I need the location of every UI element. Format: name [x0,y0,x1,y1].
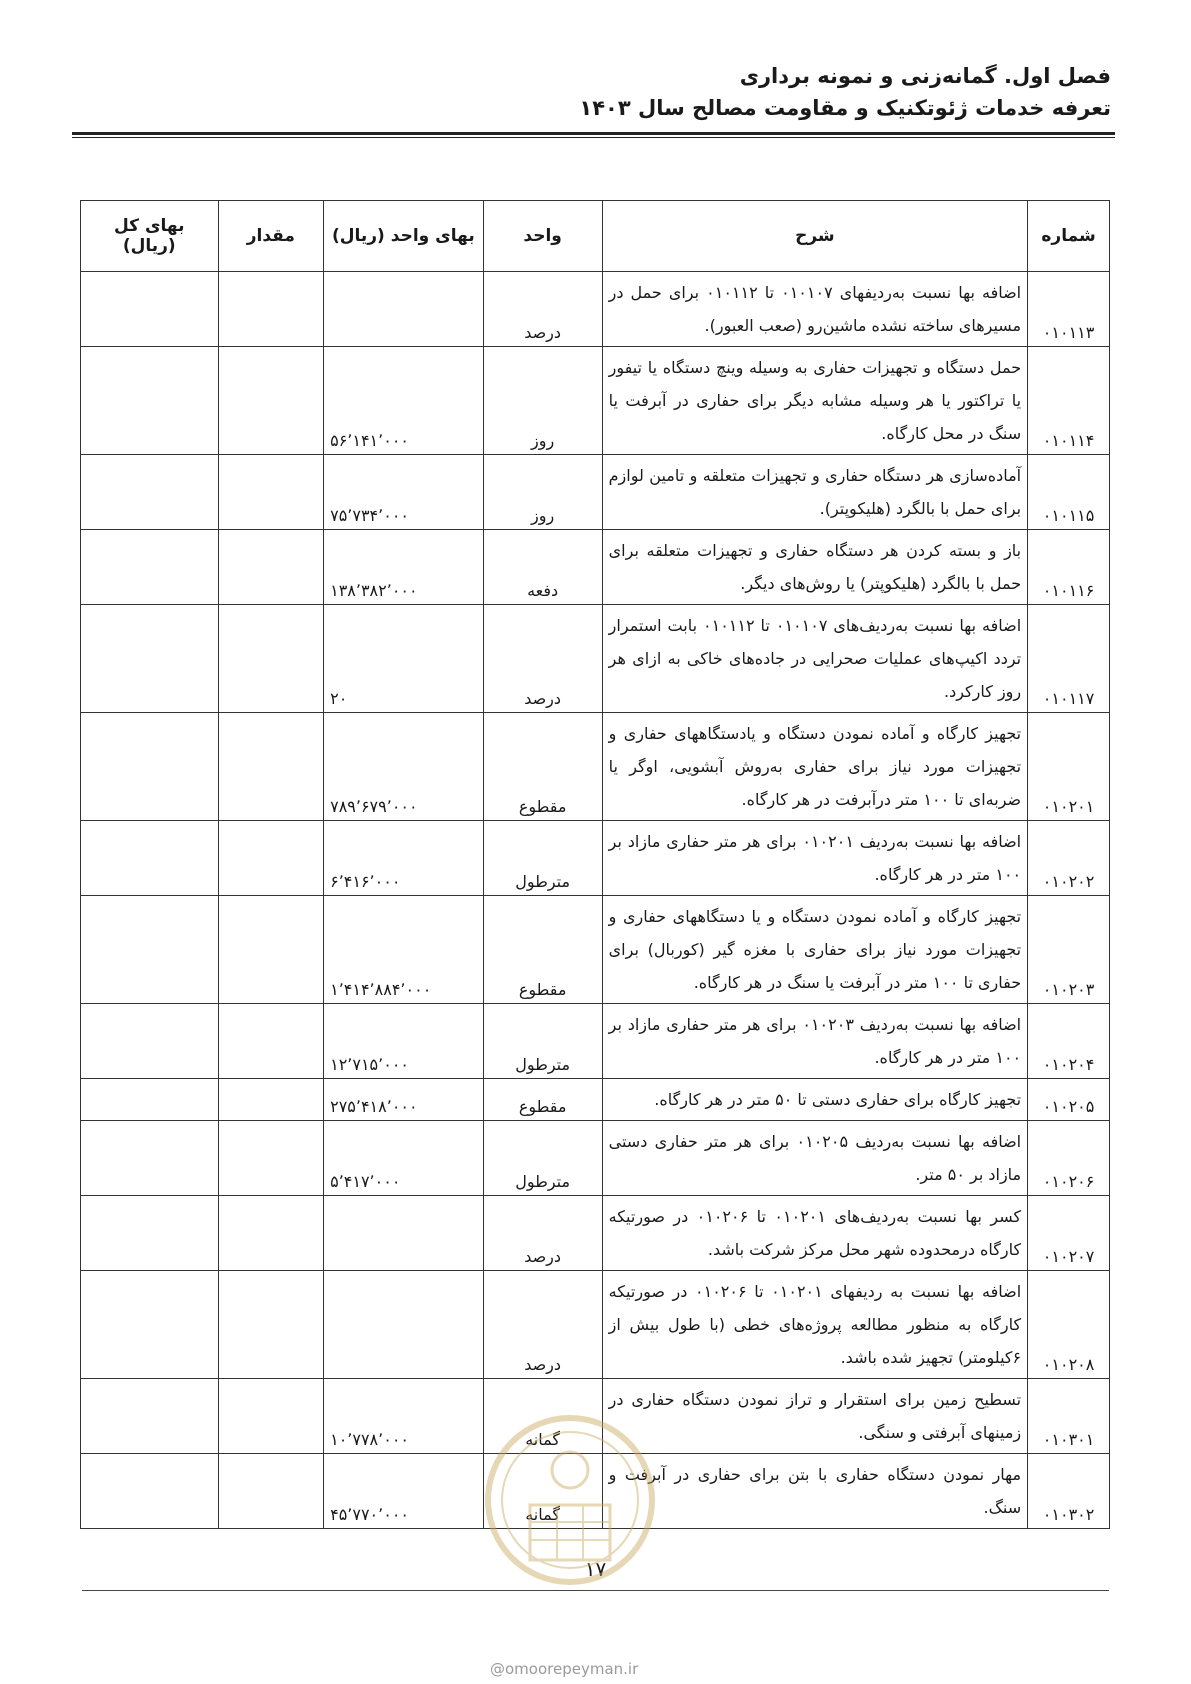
col-header-unit: واحد [483,201,602,272]
row-description: تجهیز کارگاه برای حفاری دستی تا ۵۰ متر در هر کارگاه. [602,1079,1027,1121]
row-quantity [218,713,324,821]
row-code: ۰۱۰۲۰۵ [1028,1079,1110,1121]
row-quantity [218,530,324,605]
row-unit-price: ۷۸۹٬۶۷۹٬۰۰۰ [324,713,484,821]
header-rule-thick [72,132,1115,135]
table-row [81,530,1110,605]
row-quantity [218,1271,324,1379]
watermark-text: @omoorepeyman.ir [490,1660,639,1678]
table-row [81,272,1110,347]
row-total [81,713,219,821]
row-quantity [218,1079,324,1121]
row-unit: درصد [483,1196,602,1271]
row-total [81,455,219,530]
row-code: ۰۱۰۲۰۸ [1028,1271,1110,1379]
table-row [81,1121,1110,1196]
row-code: ۰۱۰۳۰۲ [1028,1454,1110,1529]
col-header-qty: مقدار [218,201,324,272]
row-total [81,1196,219,1271]
page-header [72,60,1111,124]
row-unit-price: ۵۶٬۱۴۱٬۰۰۰ [324,347,484,455]
table-row [81,347,1110,455]
chapter-title: فصل اول. گمانه‌زنی و نمونه برداری [739,64,1111,88]
row-quantity [218,896,324,1004]
row-description: تجهیز کارگاه و آماده نمودن دستگاه و یادستگاههای حفاری و تجهیزات مورد نیاز برای حفاری به‌روش آبشویی، اوگر یا ضربه‌ای تا ۱۰۰ متر درآبرفت در هر کارگاه. [602,713,1027,821]
row-description: اضافه بها نسبت به‌ردیفهای ۰۱۰۱۰۷ تا ۰۱۰۱۱۲ برای حمل در مسیرهای ساخته نشده ماشین‌رو (صعب العبور). [602,272,1027,347]
table-row [81,713,1110,821]
row-unit-price: ۴۵٬۷۷۰٬۰۰۰ [324,1454,484,1529]
row-total [81,1004,219,1079]
row-unit-price [324,1196,484,1271]
row-quantity [218,605,324,713]
table-row [81,1196,1110,1271]
table-row [81,1004,1110,1079]
row-unit-price: ۱۲٬۷۱۵٬۰۰۰ [324,1004,484,1079]
row-unit: روز [483,347,602,455]
row-description: مهار نمودن دستگاه حفاری با بتن برای حفاری در آبرفت و سنگ. [602,1454,1027,1529]
row-unit-price: ۱۰٬۷۷۸٬۰۰۰ [324,1379,484,1454]
row-quantity [218,1454,324,1529]
footer-rule [82,1590,1109,1591]
row-code: ۰۱۰۲۰۴ [1028,1004,1110,1079]
row-code: ۰۱۰۱۱۷ [1028,605,1110,713]
row-unit: درصد [483,605,602,713]
row-description: تسطیح زمین برای استقرار و تراز نمودن دستگاه حفاری در زمینهای آبرفتی و سنگی. [602,1379,1027,1454]
table-row [81,1079,1110,1121]
row-description: اضافه بها نسبت به‌ردیف‌های ۰۱۰۱۰۷ تا ۰۱۰۱۱۲ بابت استمرار تردد اکیپ‌های عملیات صحرایی در جاده‌های خاکی به ازای هر روز کارکرد. [602,605,1027,713]
row-description: اضافه بها نسبت به ردیفهای ۰۱۰۲۰۱ تا ۰۱۰۲۰۶ در صورتیکه کارگاه به منظور مطالعه پروژه‌های خطی (با طول بیش از ۶کیلومتر) تجهیز شده باشد. [602,1271,1027,1379]
row-description: اضافه بها نسبت به‌ردیف ۰۱۰۲۰۳ برای هر متر حفاری مازاد بر ۱۰۰ متر در هر کارگاه. [602,1004,1027,1079]
row-code: ۰۱۰۲۰۲ [1028,821,1110,896]
row-code: ۰۱۰۱۱۵ [1028,455,1110,530]
row-code: ۰۱۰۲۰۶ [1028,1121,1110,1196]
row-total [81,1271,219,1379]
table-header-row [81,201,1110,272]
row-unit: مقطوع [483,896,602,1004]
col-header-total: بهای کل (ریال) [81,201,219,272]
table-row [81,455,1110,530]
row-total [81,1379,219,1454]
row-unit-price [324,1271,484,1379]
col-header-desc: شرح [602,201,1027,272]
row-quantity [218,1121,324,1196]
row-unit: روز [483,455,602,530]
row-unit: مترطول [483,821,602,896]
table-row [81,896,1110,1004]
document-title: تعرفه خدمات ژئوتکنیک و مقاومت مصالح سال ۱۴۰۳ [579,96,1111,120]
row-unit-price: ۱٬۴۱۴٬۸۸۴٬۰۰۰ [324,896,484,1004]
row-unit: مترطول [483,1004,602,1079]
col-header-code: شماره [1028,201,1110,272]
row-total [81,896,219,1004]
table-row [81,605,1110,713]
row-quantity [218,1196,324,1271]
row-quantity [218,272,324,347]
table-row [81,1271,1110,1379]
row-unit: دفعه [483,530,602,605]
row-code: ۰۱۰۱۱۶ [1028,530,1110,605]
row-unit: مترطول [483,1121,602,1196]
row-total [81,1121,219,1196]
row-unit-price: ۲۰ [324,605,484,713]
row-description: باز و بسته کردن هر دستگاه حفاری و تجهیزات متعلقه برای حمل با بالگرد (هلیکوپتر) یا روش‌های دیگر. [602,530,1027,605]
row-code: ۰۱۰۲۰۱ [1028,713,1110,821]
row-quantity [218,1004,324,1079]
row-code: ۰۱۰۳۰۱ [1028,1379,1110,1454]
row-total [81,272,219,347]
row-unit-price [324,272,484,347]
row-unit-price: ۲۷۵٬۴۱۸٬۰۰۰ [324,1079,484,1121]
page-number: ۱۷ [584,1557,607,1581]
row-unit: گمانه [483,1379,602,1454]
row-total [81,530,219,605]
row-total [81,605,219,713]
seal-watermark-icon [480,1410,660,1590]
row-unit: مقطوع [483,1079,602,1121]
col-header-unit-price: بهای واحد (ریال) [324,201,484,272]
row-unit-price: ۶٬۴۱۶٬۰۰۰ [324,821,484,896]
row-description: آماده‌سازی هر دستگاه حفاری و تجهیزات متعلقه و تامین لوازم برای حمل با بالگرد (هلیکوپتر). [602,455,1027,530]
table-row [81,821,1110,896]
row-description: تجهیز کارگاه و آماده نمودن دستگاه و یا دستگاههای حفاری و تجهیزات مورد نیاز برای حفاری با مغزه گیر (کوربال) برای حفاری تا ۱۰۰ متر در آبرفت یا سنگ در هر کارگاه. [602,896,1027,1004]
tariff-table [80,200,1110,1529]
row-unit: درصد [483,1271,602,1379]
row-total [81,347,219,455]
row-description: حمل دستگاه و تجهیزات حفاری به وسیله وینچ دستگاه یا تیفور یا تراکتور یا هر وسیله مشابه دیگر برای حفاری در آبرفت یا سنگ در محل کارگاه. [602,347,1027,455]
row-quantity [218,347,324,455]
header-rule-thin [72,137,1115,138]
row-unit-price: ۵٬۴۱۷٬۰۰۰ [324,1121,484,1196]
row-total [81,821,219,896]
row-quantity [218,455,324,530]
row-unit-price: ۷۵٬۷۳۴٬۰۰۰ [324,455,484,530]
row-code: ۰۱۰۲۰۷ [1028,1196,1110,1271]
row-description: کسر بها نسبت به‌ردیف‌های ۰۱۰۲۰۱ تا ۰۱۰۲۰۶ در صورتیکه کارگاه درمحدوده شهر محل مرکز شرکت باشد. [602,1196,1027,1271]
row-unit: گمانه [483,1454,602,1529]
row-total [81,1454,219,1529]
row-quantity [218,1379,324,1454]
row-unit-price: ۱۳۸٬۳۸۲٬۰۰۰ [324,530,484,605]
row-code: ۰۱۰۱۱۳ [1028,272,1110,347]
row-total [81,1079,219,1121]
row-code: ۰۱۰۱۱۴ [1028,347,1110,455]
row-unit: مقطوع [483,713,602,821]
row-code: ۰۱۰۲۰۳ [1028,896,1110,1004]
row-description: اضافه بها نسبت به‌ردیف ۰۱۰۲۰۱ برای هر متر حفاری مازاد بر ۱۰۰ متر در هر کارگاه. [602,821,1027,896]
row-unit: درصد [483,272,602,347]
row-description: اضافه بها نسبت به‌ردیف ۰۱۰۲۰۵ برای هر متر حفاری دستی مازاد بر ۵۰ متر. [602,1121,1027,1196]
row-quantity [218,821,324,896]
